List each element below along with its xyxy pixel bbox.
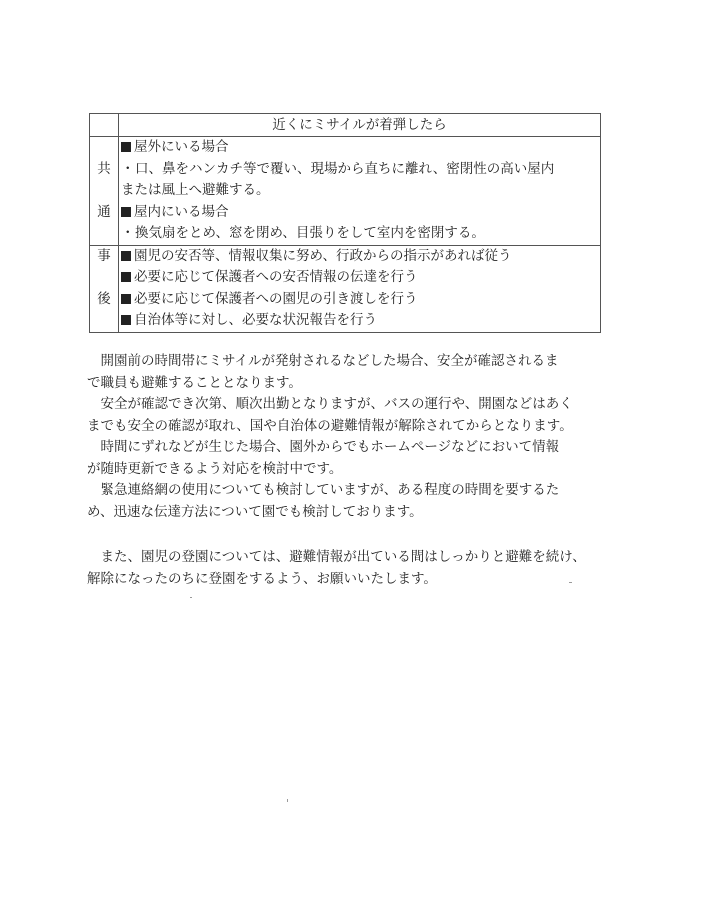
common-label-char: 共 [97, 160, 111, 177]
paragraph-line: が随時更新できるよう対応を検討中です。 [87, 460, 343, 477]
common-section-row [90, 137, 601, 246]
after-label-char: 後 [97, 290, 111, 307]
after-label-spacer [90, 310, 118, 332]
paragraph-line: また、園児の登園については、避難情報が出ている間はしっかりと避難を続け、 [87, 549, 586, 565]
table-header: 近くにミサイルが着弾したら [119, 114, 601, 137]
black-square-icon [121, 251, 131, 261]
common-label-char: 通 [97, 203, 111, 220]
list-item-continuation: または風上へ避難する。 [121, 182, 270, 198]
list-item: ・換気扇をとめ、窓を閉め、目張りをして室内を密閉する。 [121, 223, 600, 245]
common-label-spacer [90, 223, 118, 245]
scan-speck [190, 597, 192, 598]
paragraph-line: 緊急連絡網の使用についても検討していますが、ある程度の時間を要するた [87, 482, 560, 498]
paragraph-line: 解除になったのちに登園をするよう、お願いいたします。 [87, 570, 437, 587]
list-item: 自治体等に対し、必要な状況報告を行う [121, 310, 600, 332]
black-square-icon [121, 207, 131, 217]
paragraph-line: までも安全の確認が取れ、国や自治体の避難情報が解除されてからとなります。 [87, 417, 573, 434]
common-label-spacer [90, 180, 118, 202]
paragraph-line: 開園前の時間帯にミサイルが発射されるなどした場合、安全が確認されるま [87, 353, 559, 369]
paragraph-line: で職員も避難することとなります。 [87, 374, 302, 391]
missile-response-table [89, 113, 601, 333]
table-header-row [90, 114, 601, 137]
list-item: 屋外にいる場合 [121, 137, 600, 159]
after-section-row [90, 245, 601, 332]
common-content [119, 137, 601, 246]
black-square-icon [121, 272, 131, 282]
scan-speck [569, 582, 572, 583]
after-label-spacer [90, 267, 118, 289]
notice-paragraph-2 [87, 547, 607, 590]
common-label-spacer [90, 137, 118, 159]
black-square-icon [121, 315, 131, 325]
list-item: ・口、鼻をハンカチ等で覆い、現場から直ちに離れ、密閉性の高い屋内 [121, 159, 600, 181]
paragraph-line: 安全が確認でき次第、順次出勤となりますが、バスの運行や、開園などはあく [87, 396, 573, 412]
paragraph-line: め、迅速な伝達方法について園でも検討しております。 [87, 503, 423, 520]
common-label [90, 137, 119, 246]
list-item: 必要に応じて保護者への安否情報の伝達を行う [121, 267, 600, 289]
scan-speck [287, 799, 288, 802]
list-item: 必要に応じて保護者への園児の引き渡しを行う [121, 289, 600, 311]
black-square-icon [121, 142, 131, 152]
after-content [119, 245, 601, 332]
table-corner-cell [90, 114, 119, 137]
bullet-dot: ・ [121, 225, 135, 241]
list-item: 屋内にいる場合 [121, 202, 600, 224]
black-square-icon [121, 294, 131, 304]
after-label [90, 245, 119, 332]
bullet-dot: ・ [121, 160, 135, 177]
notice-paragraph-1 [87, 351, 607, 523]
after-label-char: 事 [97, 247, 111, 264]
paragraph-line: 時間にずれなどが生じた場合、園外からでもホームページなどにおいて情報 [87, 439, 560, 455]
list-item: 園児の安否等、情報収集に努め、行政からの指示があれば従う [121, 246, 600, 268]
